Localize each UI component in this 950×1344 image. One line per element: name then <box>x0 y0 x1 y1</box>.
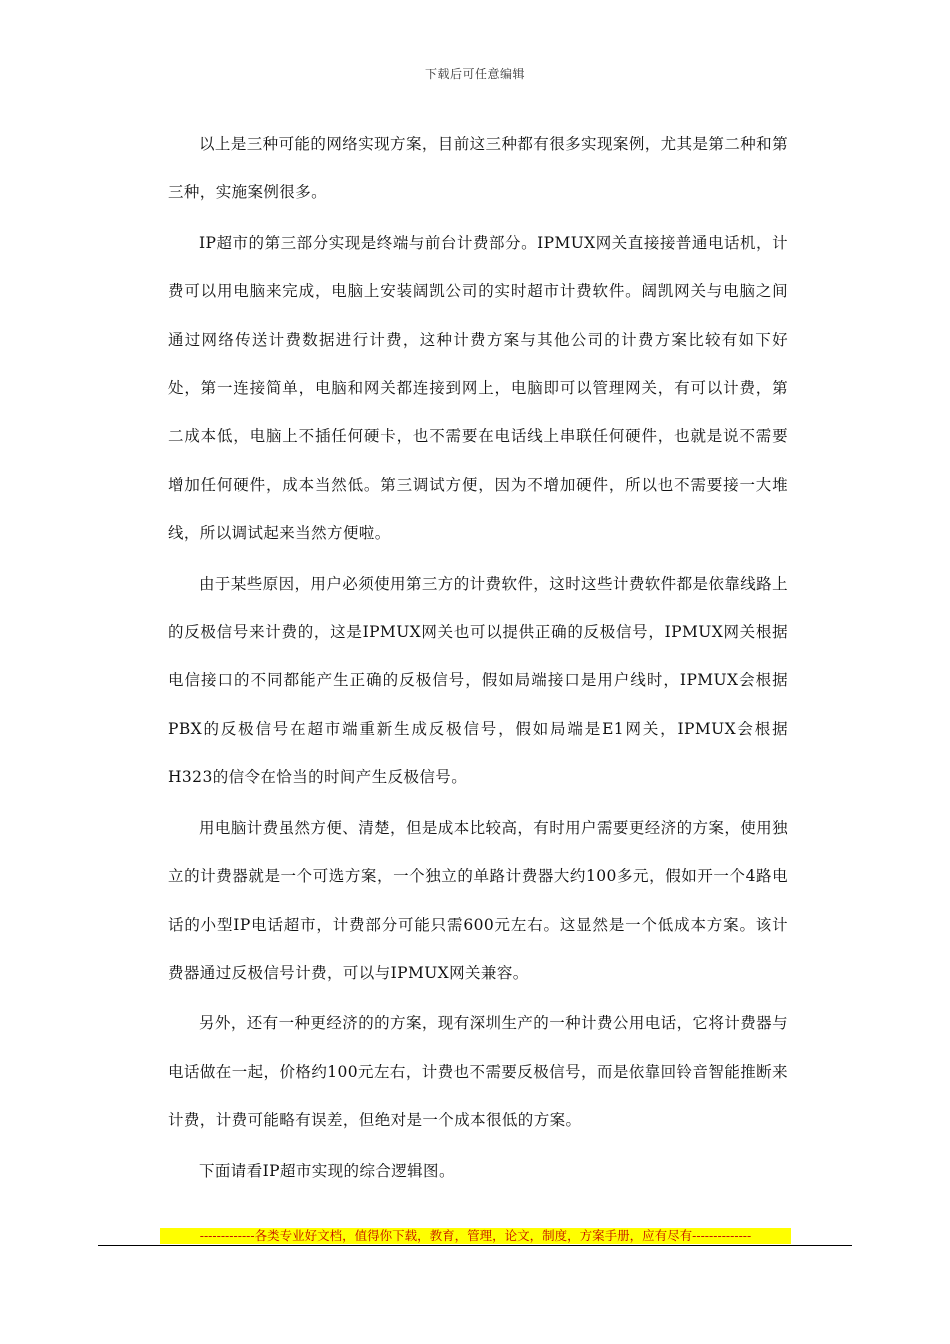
footer-divider <box>98 1245 852 1246</box>
paragraph-reverse-polarity: 由于某些原因，用户必须使用第三方的计费软件，这时这些计费软件都是依靠线路上的反极信号来计费的，这是IPMUX网关也可以提供正确的反极信号，IPMUX网关根据电信接口的不同都能产生正确的反极信号，假如局端接口是用户线时，IPMUX会根据PBX的反极信号在超市端重新生成反极信号，假如局端是E1网关，IPMUX会根据H323的信令在恰当的时间产生反极信号。 <box>168 574 788 787</box>
paragraph-diagram-intro: 下面请看IP超市实现的综合逻辑图。 <box>199 1161 455 1180</box>
paragraph-network-schemes: 以上是三种可能的网络实现方案，目前这三种都有很多实现案例，尤其是第二种和第三种，实施案例很多。 <box>168 135 788 202</box>
paragraph-billing-part: IP超市的第三部分实现是终端与前台计费部分。IPMUX网关直接接普通电话机，计费可以用电脑来完成，电脑上安装阔凯公司的实时超市计费软件。阔凯网关与电脑之间通过网络传送计费数据进行计费，这种计费方案与其他公司的计费方案比较有如下好处，第一连接简单，电脑和网关都连接到网上，电脑即可以管理网关，有可以计费，第二成本低，电脑上不插任何硬卡，也不需要在电话线上串联任何硬件，也就是说不需要增加任何硬件，成本当然低。第三调试方便，因为不增加硬件，所以也不需要接一大堆线，所以调试起来当然方便啦。 <box>168 233 788 543</box>
page-header: 下载后可任意编辑 <box>424 67 525 81</box>
footer-banner: -------------各类专业好文档，值得你下载，教育，管理，论文，制度，方案手册，应有尽有-------------- <box>160 1228 791 1244</box>
paragraph-billing-phone: 另外，还有一种更经济的的方案，现有深圳生产的一种计费公用电话，它将计费器与电话做在一起，价格约100元左右，计费也不需要反极信号，而是依靠回铃音智能推断来计费，计费可能略有误差，但绝对是一个成本很低的方案。 <box>168 1014 788 1130</box>
paragraph-standalone-meter: 用电脑计费虽然方便、清楚，但是成本比较高，有时用户需要更经济的方案，使用独立的计费器就是一个可选方案，一个独立的单路计费器大约100多元，假如开一个4路电话的小型IP电话超市，计费部分可能只需600元左右。这显然是一个低成本方案。该计费器通过反极信号计费，可以与IPMUX网关兼容。 <box>168 818 788 982</box>
document-body <box>168 120 788 1197</box>
